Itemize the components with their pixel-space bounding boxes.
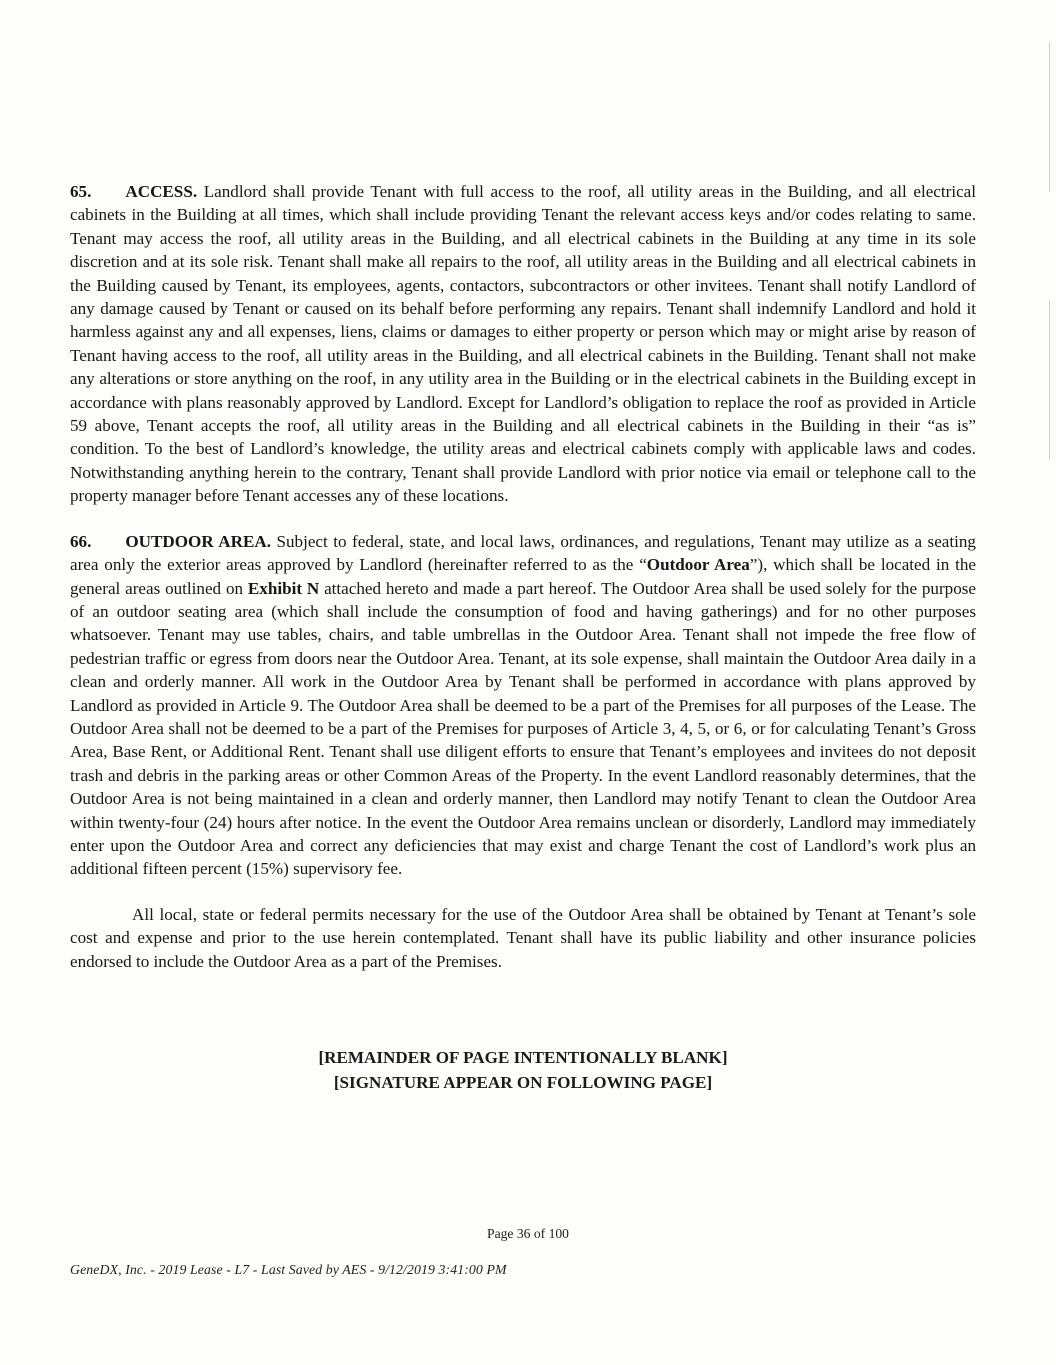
section-66-text-part-1: Subject to federal, state, and local laws, ordinances, and regulations, Tenant may utilize as a seating area only the exterior areas approved by Landlord (hereinafter referred to as the “: [70, 531, 976, 575]
section-66-number: 66.: [70, 531, 92, 551]
page-number: Page 36 of 100: [487, 1226, 569, 1241]
scan-edge-artifact-top: [1049, 42, 1050, 192]
section-65-text: Landlord shall provide Tenant with full access to the roof, all utility areas in the Building, and all electrical cabinets in the Building at all times, which shall include providing Tenant the relevant access keys and/or codes relating to same. Tenant may access the roof, all utility areas in the Building, and all electrical cabinets in the Building at any time in its sole discretion and at its sole risk. Tenant shall make all repairs to the roof, all utility areas in the Building and all electrical cabinets in the Building caused by Tenant, its employees, agents, contactors, subcontractors or other invitees. Tenant shall notify Landlord of any damage caused by Tenant or caused on its behalf before performing any repairs. Tenant shall indemnify Landlord and hold it harmless against any and all expenses, liens, claims or damages to either property or person which may or might arise by reason of Tenant having access to the roof, all utility areas in the Building, and all electrical cabinets in the Building. Tenant shall not make any alterations or store anything on the roof, in any utility area in the Building or in the electrical cabinets in the Building except in accordance with plans reasonably approved by Landlord. Except for Landlord’s obligation to replace the roof as provided in Article 59 above, Tenant accepts the roof, all utility areas in the Building and all electrical cabinets in the Building in their “as is” condition. To the best of Landlord’s knowledge, the utility areas and electrical cabinets comply with applicable laws and codes. Notwithstanding anything herein to the contrary, Tenant shall provide Landlord with prior notice via email or telephone call to the property manager before Tenant accesses any of these locations.: [70, 182, 976, 506]
page-end-notice: [70, 1045, 976, 1095]
section-66-text-part-3: attached hereto and made a part hereof. The Outdoor Area shall be used solely for the purpose of an outdoor seating area (which shall include the consumption of food and having gatherings) and for no other purposes whatsoever. Tenant may use tables, chairs, and table umbrellas in the Outdoor Area. Tenant shall not impede the free flow of pedestrian traffic or egress from doors near the Outdoor Area. Tenant, at its sole expense, shall maintain the Outdoor Area daily in a clean and orderly manner. All work in the Outdoor Area by Tenant shall be performed in accordance with plans approved by Landlord as provided in Article 9. The Outdoor Area shall be deemed to be a part of the Premises for all purposes of the Lease. The Outdoor Area shall not be deemed to be a part of the Premises for purposes of Article 3, 4, 5, or 6, or for calculating Tenant’s Gross Area, Base Rent, or Additional Rent. Tenant shall use diligent efforts to ensure that Tenant’s employees and invitees do not deposit trash and debris in the parking areas or other Common Areas of the Property. In the event Landlord reasonably determines, that the Outdoor Area is not being maintained in a clean and orderly manner, then Landlord may notify Tenant to clean the Outdoor Area within twenty-four (24) hours after notice. In the event the Outdoor Area remains unclean or disorderly, Landlord may immediately enter upon the Outdoor Area and correct any deficiencies that may exist and charge Tenant the cost of Landlord’s work plus an additional fifteen percent (15%) supervisory fee.: [70, 578, 976, 879]
scan-edge-artifact-mid: [1049, 300, 1050, 460]
section-66-text-part-2: ”), which shall be located in the general areas outlined on: [70, 555, 976, 598]
section-66-heading: OUTDOOR AREA.: [125, 531, 271, 551]
section-66-paragraph: [70, 530, 976, 881]
document-footer: GeneDX, Inc. - 2019 Lease - L7 - Last Saved by AES - 9/12/2019 3:41:00 PM: [70, 1262, 507, 1277]
document-body: [70, 180, 976, 1095]
signature-following-page-notice: [SIGNATURE APPEAR ON FOLLOWING PAGE]: [333, 1073, 713, 1092]
section-65-paragraph: [70, 180, 976, 508]
remainder-of-page-notice: [REMAINDER OF PAGE INTENTIONALLY BLANK]: [318, 1048, 728, 1067]
closing-paragraph: All local, state or federal permits necessary for the use of the Outdoor Area shall be obtained by Tenant at Tenant’s sole cost and expense and prior to the use herein contemplated. Tenant shall have its public liability and other insurance policies endorsed to include the Outdoor Area as a part of the Premises.: [70, 904, 976, 971]
exhibit-n-reference: Exhibit N: [247, 578, 320, 598]
section-65-number: 65.: [70, 182, 92, 201]
section-65-heading: ACCESS.: [125, 182, 198, 201]
outdoor-area-defined-term: Outdoor Area: [646, 555, 750, 575]
